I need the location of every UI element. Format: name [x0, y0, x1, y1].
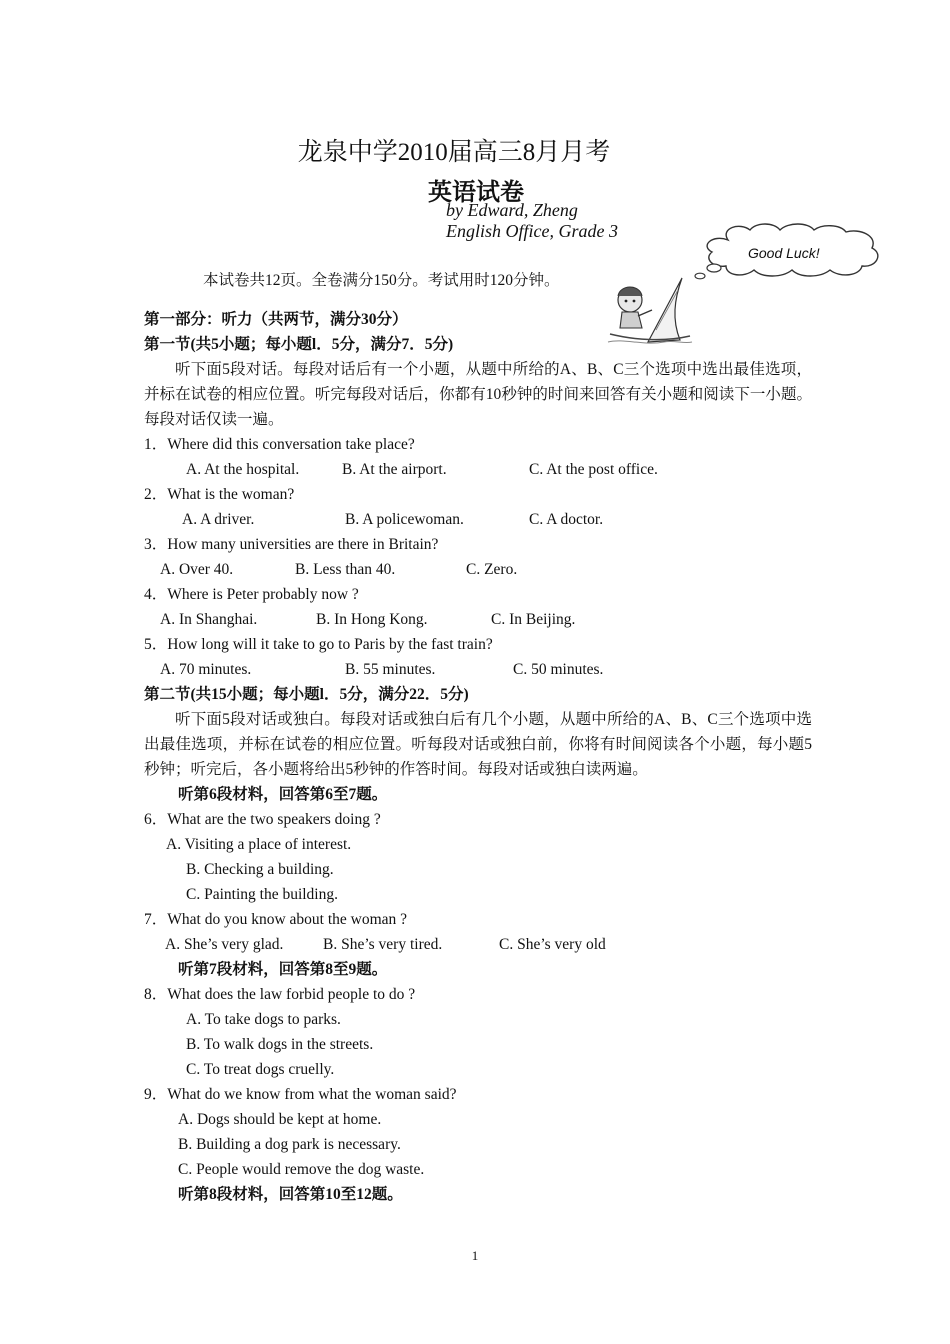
option-a: A. In Shanghai.: [160, 611, 258, 628]
option-b: B. Building a dog park is necessary.: [178, 1136, 401, 1153]
good-luck-text: Good Luck!: [748, 245, 820, 261]
option-c: C. Zero.: [466, 561, 518, 578]
question-options: [144, 657, 812, 682]
option-c: C. A doctor.: [529, 511, 604, 528]
author-line: by Edward, Zheng: [446, 200, 578, 220]
section1-instructions: 听下面5段对话。每段对话后有一个小题，从题中所给的A、B、C三个选项中选出最佳选项，并标在试卷的相应位置。听完每段对话后，你都有10秒钟的时间来回答有关小题和阅读下一小题。每段对话仅读一遍。: [144, 361, 812, 428]
option-c: C. She’s very old: [499, 936, 606, 953]
section2-heading: 第二节(共15小题；每小题l．5分，满分22．5分): [144, 686, 469, 703]
section1-heading: 第一节(共5小题；每小题l．5分，满分7．5分): [144, 336, 454, 353]
option-a: A. At the hospital.: [186, 461, 300, 478]
exam-intro: 本试卷共12页。全卷满分150分。考试用时120分钟。: [203, 272, 560, 289]
option-b: B. In Hong Kong.: [316, 611, 428, 628]
option-b: B. A policewoman.: [345, 511, 464, 528]
option-b: B. At the airport.: [342, 461, 447, 478]
option-a: A. To take dogs to parks.: [186, 1011, 341, 1028]
page-number: 1: [471, 1248, 479, 1263]
part1-content: [144, 307, 812, 1207]
material-heading: 听第6段材料，回答第6至7题。: [178, 786, 388, 803]
question-options: [144, 507, 812, 532]
option-c: C. At the post office.: [529, 461, 658, 478]
question-stem: 2．What is the woman?: [144, 486, 295, 503]
option-a: A. She’s very glad.: [165, 936, 284, 953]
option-c: C. To treat dogs cruelly.: [186, 1061, 335, 1078]
option-b: B. Less than 40.: [295, 561, 396, 578]
option-a: A. Over 40.: [160, 561, 234, 578]
option-c: C. In Beijing.: [491, 611, 576, 628]
question-stem: 8．What does the law forbid people to do ?: [144, 986, 416, 1003]
option-c: C. 50 minutes.: [513, 661, 604, 678]
option-c: C. People would remove the dog waste.: [178, 1161, 425, 1178]
option-b: B. To walk dogs in the streets.: [186, 1036, 374, 1053]
question-options: [144, 932, 812, 957]
question-stem: 7．What do you know about the woman ?: [144, 911, 408, 928]
question-stem: 3．How many universities are there in Britain?: [144, 536, 439, 553]
question-stem: 6．What are the two speakers doing ?: [144, 811, 381, 828]
question-stem: 9．What do we know from what the woman said?: [144, 1086, 457, 1103]
option-c: C. Painting the building.: [186, 886, 338, 903]
material-heading: 听第8段材料，回答第10至12题。: [178, 1186, 403, 1203]
option-a: A. 70 minutes.: [160, 661, 252, 678]
material-heading: 听第7段材料，回答第8至9题。: [178, 961, 388, 978]
question-options: [144, 557, 812, 582]
option-b: B. 55 minutes.: [345, 661, 436, 678]
office-line: English Office, Grade 3: [446, 221, 618, 241]
option-a: A. Dogs should be kept at home.: [178, 1111, 382, 1128]
exam-title: 龙泉中学2010届高三8月月考: [297, 139, 611, 166]
section2-instructions: 听下面5段对话或独白。每段对话或独白后有几个小题，从题中所给的A、B、C三个选项中选出最佳选项，并标在试卷的相应位置。听每段对话或独白前，你将有时间阅读各个小题，每小题5秒钟；听完后，各小题将给出5秒钟的作答时间。每段对话或独白读两遍。: [144, 711, 812, 778]
question-stem: 4．Where is Peter probably now ?: [144, 586, 359, 603]
question-stem: 1．Where did this conversation take place?: [144, 436, 415, 453]
part1-heading: 第一部分：听力（共两节，满分30分）: [144, 311, 408, 328]
option-b: B. She’s very tired.: [323, 936, 443, 953]
question-options: [144, 457, 812, 482]
option-b: B. Checking a building.: [186, 861, 334, 878]
question-options: [144, 607, 812, 632]
option-a: A. A driver.: [182, 511, 255, 528]
option-a: A. Visiting a place of interest.: [166, 836, 352, 853]
question-stem: 5．How long will it take to go to Paris by the fast train?: [144, 636, 493, 653]
exam-subtitle: 英语试卷: [428, 180, 524, 206]
